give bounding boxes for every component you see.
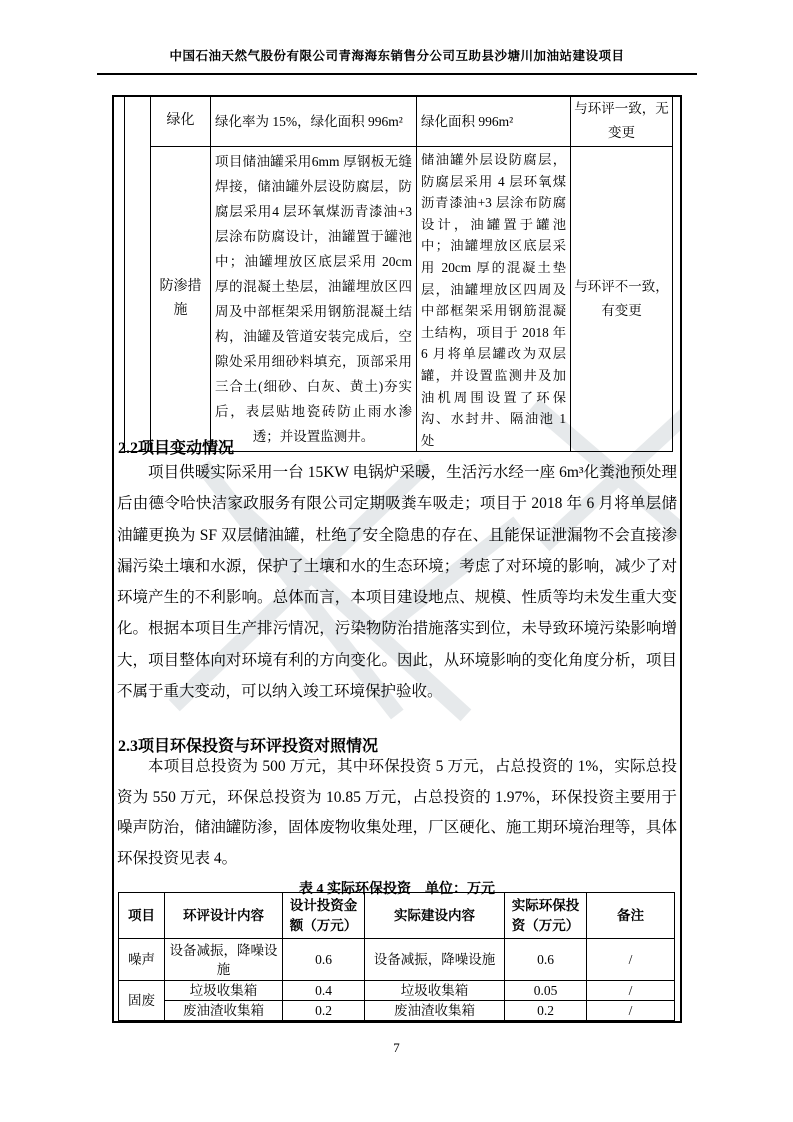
- col-header-actual-amount: 实际环保投资（万元）: [505, 893, 587, 939]
- table-row-noise: [119, 939, 675, 981]
- col-header-eia-design-content: 环评设计内容: [165, 893, 283, 939]
- table-header-row: [119, 893, 675, 939]
- cell-actual-amount: 0.05: [505, 981, 587, 1001]
- col-header-actual-content: 实际建设内容: [365, 893, 505, 939]
- greening-actual-cell: 绿化面积 996m²: [417, 96, 571, 147]
- cell-remark: /: [587, 939, 675, 981]
- cell-actual-amount: 0.2: [505, 1001, 587, 1022]
- cell-design-content: 设备减振，降噪设施: [165, 939, 283, 981]
- cell-remark: /: [587, 1001, 675, 1022]
- section-paragraph-2-3: 本项目总投资为 500 万元，其中环保投资 5 万元，占总投资的 1%，实际总投资为 550 万元，环保总投资为 10.85 万元，占总投资的 1.97%，环保投资主要用于噪声防治，储油罐防渗，固体废物收集处理，厂区硬化、施工期环境治理等，具体环保投资见表 4。: [117, 758, 677, 867]
- seepage-conclusion-cell: 与环评不一致，有变更: [571, 147, 673, 452]
- section-heading-2-2: 2.2项目变动情况: [118, 440, 235, 457]
- investment-table: [118, 892, 675, 1023]
- seepage-actual-cell: 储油罐外层设防腐层，防腐层采用 4 层环氧煤沥青漆油+3 层涂布防腐设计，油罐置于罐池中；油罐埋放区底层采用 20cm 厚的混凝土垫层，油罐埋放区四周及中部框架采用钢筋混凝土结构，项目于 2018 年 6 月将单层罐改为双层罐，并设置监测井及加油机周围设置了环保沟、水封井、隔油池 1 处: [417, 147, 571, 452]
- cell-design-amount: 0.2: [283, 1001, 365, 1022]
- content-frame: [112, 95, 682, 1023]
- cell-design-amount: 0.4: [283, 981, 365, 1001]
- greening-conclusion-cell: 与环评一致，无变更: [571, 96, 673, 147]
- col-header-item: 项目: [119, 893, 165, 939]
- comparison-table: [124, 95, 673, 452]
- row-label-greening: 绿化: [151, 96, 211, 147]
- cell-design-content: 废油渣收集箱: [165, 1001, 283, 1022]
- cell-design-amount: 0.6: [283, 939, 365, 981]
- table-row-solid-waste-1: [119, 981, 675, 1001]
- document-header-title: 中国石油天然气股份有限公司青海海东销售分公司互助县沙塘川加油站建设项目: [97, 46, 697, 75]
- cell-category: 固废: [119, 981, 165, 1022]
- table-row: [125, 96, 673, 147]
- section-paragraph-2-2: 项目供暖实际采用一台 15KW 电锅炉采暖，生活污水经一座 6m³化粪池预处理后由德令哈快洁家政服务有限公司定期吸粪车吸走；项目于 2018 年 6 月将单层储油罐更换为 SF 双层储油罐，杜绝了安全隐患的存在、且能保证泄漏物不会直接渗漏污染土壤和水源，保护了土壤和水的生态环境；考虑了对环境的影响，减少了对环境产生的不利影响。总体而言，本项目建设地点、规模、性质等均未发生重大变化。根据本项目生产排污情况，污染物防治措施落实到位，未导致环境污染影响增大，项目整体向对环境有利的方向变化。因此，从环境影响的变化角度分析，项目不属于重大变动，可以纳入竣工环境保护验收。: [117, 464, 677, 701]
- cell-actual-amount: 0.6: [505, 939, 587, 981]
- cell-actual-content: 废油渣收集箱: [365, 1001, 505, 1022]
- comparison-table-spacer-cell: [125, 96, 151, 452]
- col-header-remark: 备注: [587, 893, 675, 939]
- cell-category: 噪声: [119, 939, 165, 981]
- cell-actual-content: 设备减振，降噪设施: [365, 939, 505, 981]
- table-row-solid-waste-2: [119, 1001, 675, 1022]
- table-row: [125, 147, 673, 452]
- row-label-seepage-control: 防渗措施: [151, 147, 211, 452]
- cell-design-content: 垃圾收集箱: [165, 981, 283, 1001]
- section-heading-2-3: 2.3项目环保投资与环评投资对照情况: [118, 738, 379, 755]
- page-number: 7: [393, 1040, 400, 1055]
- cell-remark: /: [587, 981, 675, 1001]
- cell-actual-content: 垃圾收集箱: [365, 981, 505, 1001]
- table4-caption: 表 4 实际环保投资 单位：万元: [299, 882, 495, 897]
- col-header-design-amount: 设计投资金额（万元）: [283, 893, 365, 939]
- greening-design-cell: 绿化率为 15%，绿化面积 996m²: [211, 96, 417, 147]
- seepage-design-cell: 项目储油罐采用6mm 厚钢板无缝焊接，储油罐外层设防腐层，防腐层采用4 层环氧煤沥青漆油+3 层涂布防腐设计，油罐置于罐池中；油罐埋放区底层采用 20cm 厚的混凝土垫层，油罐埋放区四周及中部框架采用钢筋混凝土结构，油罐及管道安装完成后，空隙处采用细砂料填充，顶部采用三合土(细砂、白灰、黄土)夯实后，表层贴地瓷砖防止雨水渗透；并设置监测井。: [211, 147, 417, 452]
